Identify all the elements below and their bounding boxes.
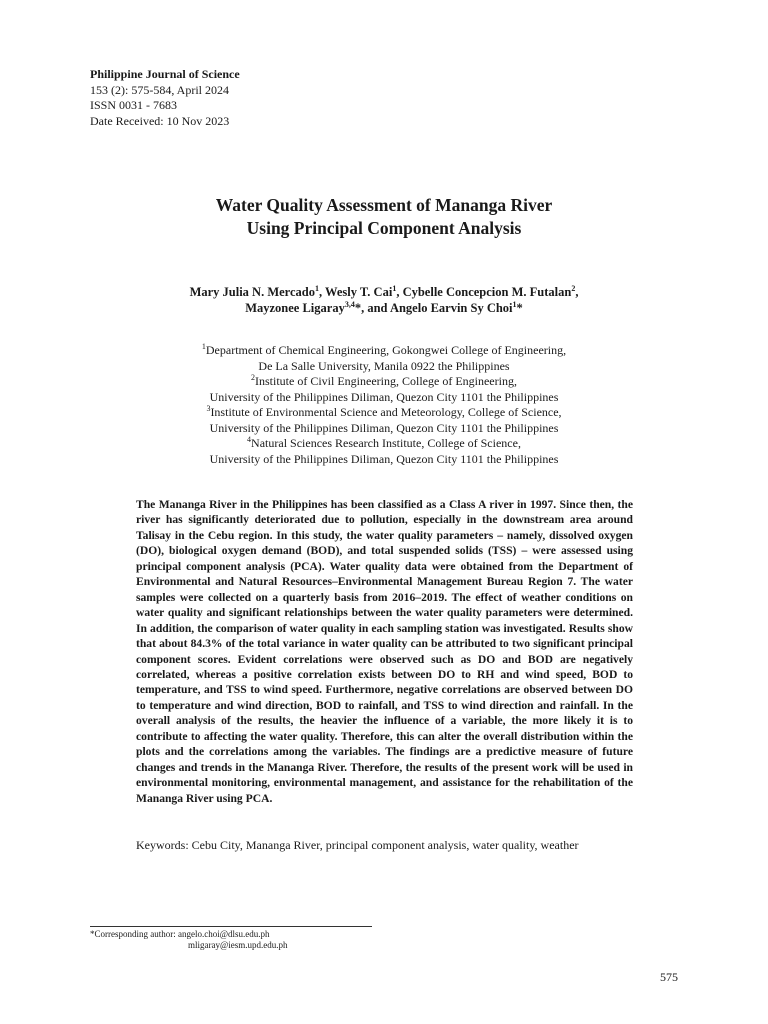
author-list [0,284,768,316]
affiliation-mark: 4 [247,435,252,444]
journal-name: Philippine Journal of Science [90,67,240,81]
author-separator: , [319,285,326,299]
keywords: Keywords: Cebu City, Mananga River, principal component analysis, water quality, weather [136,838,579,852]
author-name: Wesly T. Cai [325,285,393,299]
affiliation-text: Department of Chemical Engineering, Gokongwei College of Engineering, [205,343,567,357]
footnote-divider [90,926,372,927]
author-separator: , [575,285,579,299]
title-line-1: Water Quality Assessment of Mananga River [215,195,553,215]
corresponding-author-footnote [90,929,288,951]
affiliation-text: Institute of Environmental Science and Meteorology, College of Science, [210,405,562,419]
author-name: Mayzonee Ligaray [245,301,345,315]
affiliation-mark: 2 [251,373,256,382]
title-line-2: Using Principal Component Analysis [246,218,522,238]
date-received: Date Received: 10 Nov 2023 [90,113,230,128]
affiliation-line: University of the Philippines Diliman, Quezon City 1101 the Philippines [209,420,559,435]
affiliation-text: Natural Sciences Research Institute, College of Science, [251,436,521,450]
affiliation-line [0,405,768,421]
affiliation-text: Institute of Civil Engineering, College of Engineering, [255,374,517,388]
author-affil-mark: 1 [392,283,397,293]
affiliation-line: University of the Philippines Diliman, Quezon City 1101 the Philippines [209,451,559,466]
journal-header [90,67,240,129]
footnote-line-2: mligaray@iesm.upd.edu.ph [188,940,288,950]
author-separator: *, and [354,301,390,315]
footnote-line-1: *Corresponding author: angelo.choi@dlsu.edu.ph [90,929,270,939]
author-line-1 [0,284,768,300]
journal-issn: ISSN 0031 - 7683 [90,98,178,112]
author-name: Cybelle Concepcion M. Futalan [402,285,572,299]
author-line-2 [0,300,768,316]
affiliation-mark: 1 [201,342,206,351]
affiliation-line [0,374,768,390]
author-separator: * [516,301,523,315]
author-name: Angelo Earvin Sy Choi [389,301,513,315]
page-number: 575 [660,970,678,984]
affiliation-line [0,436,768,452]
abstract: The Mananga River in the Philippines has been classified as a Class A river in 1997. Since then, the river has significantly deteriorated due to pollution, especially in the downstream area around Talisay in the Cebu region. In this study, the water quality parameters – namely, dissolved oxygen (DO), biological oxygen demand (BOD), and total suspended solids (TSS) – were assessed using principal component analysis (PCA). Water quality data were obtained from the Department of Environmental and Natural Resources–Environmental Management Bureau Region 7. The water samples were collected on a quarterly basis from 2016–2019. The effect of weather conditions on water quality and significant relationships between the water quality parameters were determined. In addition, the comparison of water quality in each sampling station was investigated. Results show that about 84.3% of the total variance in water quality can be attributed to two significant principal component scores. Evident correlations were observed such as DO and BOD are negatively correlated, whereas a positive correlation exists between DO to RH and wind speed, BOD to temperature, and TSS to wind speed. Furthermore, negative correlations are observed between DO to temperature and wind direction, BOD to rainfall, and TSS to wind direction and rainfall. In the overall analysis of the results, the heavier the influence of a variable, the more likely it is to contribute to affecting the water quality. Therefore, this can alter the overall distribution within the plots and the correlations among the variables. The findings are a predictive measure of future changes and trends in the Mananga River. Therefore, the results of the present work will be used in environmental monitoring, environmental management, and assistance for the rehabilitation of the Mananga River using PCA. [136,498,633,805]
paper-title [0,194,768,240]
author-separator: , [396,285,403,299]
journal-volume: 153 (2): 575-584, April 2024 [90,82,229,97]
author-affil-mark: 2 [571,283,576,293]
affiliation-line: De La Salle University, Manila 0922 the Philippines [258,358,510,373]
author-name: Mary Julia N. Mercado [189,285,316,299]
affiliation-line: University of the Philippines Diliman, Quezon City 1101 the Philippines [209,389,559,404]
affiliation-mark: 3 [206,404,211,413]
author-affil-mark: 1 [512,299,517,309]
affiliations [0,343,768,467]
affiliation-line [0,343,768,359]
author-affil-mark: 3,4 [344,299,355,309]
author-affil-mark: 1 [315,283,320,293]
